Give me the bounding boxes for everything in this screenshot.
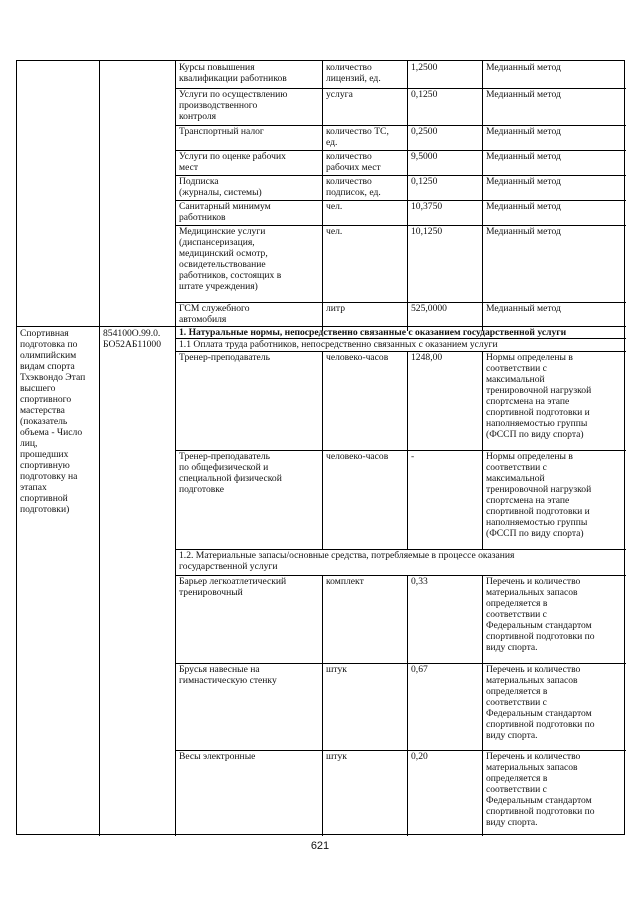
cell-method: Перечень и количество материальных запасов определяется в соответствии с Федеральным стандартом спортивной подготовки по виду спорта. (486, 576, 595, 653)
cell-value: 0,1250 (411, 89, 438, 100)
cell-name: Брусья навесные на гимнастическую стенку (179, 664, 277, 686)
col-divider (407, 575, 408, 836)
col-divider (407, 61, 408, 331)
cell-unit: количество подписок, ед. (326, 176, 381, 198)
cell-value: 1,2500 (411, 62, 438, 73)
cell-value: - (411, 451, 415, 462)
cell-name: Санитарный минимум работников (179, 201, 271, 223)
cell-value: 0,67 (411, 664, 428, 675)
cell-name: Весы электронные (179, 751, 256, 762)
cell-method: Нормы определены в соответствии с максимальной тренировочной нагрузкой спортсмена на этапе спортивной подготовки и наполняемостью группы (ФССП по виду спорта) (486, 352, 592, 440)
col-divider (322, 61, 323, 331)
cell-unit: чел. (326, 226, 343, 237)
cell-name: Услуги по оценке рабочих мест (179, 151, 286, 173)
page-number: 621 (310, 840, 330, 852)
cell-value: 0,20 (411, 751, 428, 762)
cell-method: Перечень и количество материальных запасов определяется в соответствии с Федеральным стандартом спортивной подготовки по виду спорта. (486, 664, 595, 741)
cell-name: Медицинские услуги (диспансеризация, медицинский осмотр, освидетельствование работников, состоящих в штате учреждения) (179, 226, 282, 292)
service-code: 854100О.99.0. БО52АБ11000 (103, 328, 162, 350)
cell-method: Медианный метод (486, 126, 561, 137)
cell-unit: количество рабочих мест (326, 151, 381, 173)
cell-name: Подписка (журналы, системы) (179, 176, 262, 198)
section-1-2-title: 1.2. Материальные запасы/основные средства, потребляемые в процессе оказания государственной услуги (179, 550, 515, 572)
cell-name: Тренер-преподаватель по общефизической и специальной физической подготовке (179, 451, 282, 495)
section-1-title: 1. Натуральные нормы, непосредственно связанные с оказанием государственной услуги (179, 327, 567, 338)
cell-value: 0,2500 (411, 126, 438, 137)
cell-name: Курсы повышения квалификации работников (179, 62, 287, 84)
cell-unit: штук (326, 664, 347, 675)
cell-value: 9,5000 (411, 151, 438, 162)
cell-unit: штук (326, 751, 347, 762)
cell-method: Медианный метод (486, 62, 561, 73)
cell-unit: количество ТС, ед. (326, 126, 389, 148)
cell-name: Барьер легкоатлетический тренировочный (179, 576, 287, 598)
cell-unit: литр (326, 303, 346, 314)
cell-name: ГСМ служебного автомобиля (179, 303, 250, 325)
cell-method: Медианный метод (486, 303, 561, 314)
cell-method: Медианный метод (486, 226, 561, 237)
cell-method: Перечень и количество материальных запасов определяется в соответствии с Федеральным стандартом спортивной подготовки по виду спорта. (486, 751, 595, 828)
cell-unit: комплект (326, 576, 364, 587)
cell-unit: количество лицензий, ед. (326, 62, 381, 84)
col-divider (175, 61, 176, 836)
cell-unit: услуга (326, 89, 353, 100)
cell-value: 10,3750 (411, 201, 443, 212)
norms-table (16, 60, 625, 835)
cell-method: Нормы определены в соответствии с максимальной тренировочной нагрузкой спортсмена на этапе спортивной подготовки и наполняемостью группы (ФССП по виду спорта) (486, 451, 592, 539)
col-divider (322, 575, 323, 836)
col-divider (99, 61, 100, 836)
cell-name: Транспортный налог (179, 126, 264, 137)
cell-method: Медианный метод (486, 89, 561, 100)
cell-name: Услуги по осуществлению производственного контроля (179, 89, 288, 122)
cell-unit: чел. (326, 201, 343, 212)
section-1-1-title: 1.1 Оплата труда работников, непосредственно связанных с оказанием услуги (179, 339, 498, 350)
cell-name: Тренер-преподаватель (179, 352, 270, 363)
cell-value: 525,0000 (411, 303, 447, 314)
cell-method: Медианный метод (486, 176, 561, 187)
cell-unit: человеко-часов (326, 352, 389, 363)
cell-value: 0,33 (411, 576, 428, 587)
cell-value: 1248,00 (411, 352, 443, 363)
cell-value: 10,1250 (411, 226, 443, 237)
cell-method: Медианный метод (486, 201, 561, 212)
service-name: Спортивная подготовка по олимпийским видам спорта Тхэквондо Этап высшего спортивного мастерства (показатель объема - Число лиц, прошедших спортивную подготовку на этапах спортивной подготовки) (20, 328, 86, 515)
col-divider (482, 575, 483, 836)
col-divider (482, 61, 483, 331)
cell-method: Медианный метод (486, 151, 561, 162)
cell-unit: человеко-часов (326, 451, 389, 462)
cell-value: 0,1250 (411, 176, 438, 187)
